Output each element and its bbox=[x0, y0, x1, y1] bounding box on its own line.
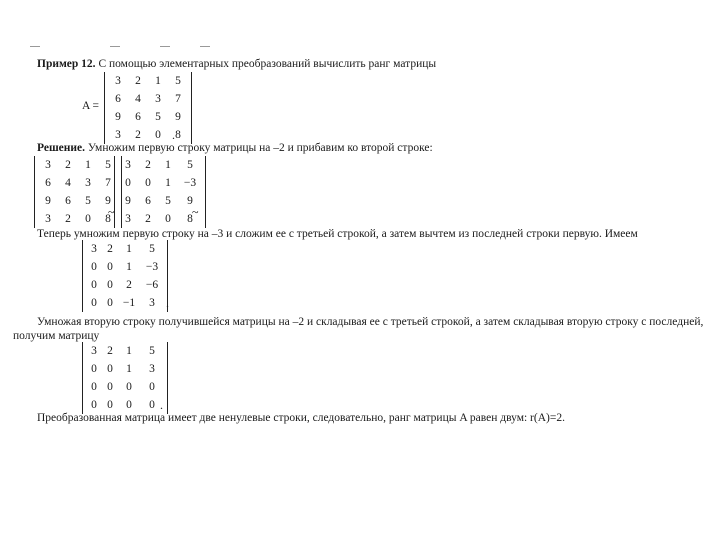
matrix-row bbox=[86, 276, 164, 294]
matrix-cell: 0 bbox=[126, 399, 132, 411]
matrix-row bbox=[38, 156, 118, 174]
matrix-row bbox=[38, 174, 118, 192]
matrix-cell: 3 bbox=[125, 213, 131, 225]
step2-matrix bbox=[82, 240, 168, 312]
matrix-cell: 2 bbox=[135, 129, 141, 141]
matrix-cell: 0 bbox=[107, 363, 113, 375]
matrix-row bbox=[86, 240, 164, 258]
matrix-cell: 0 bbox=[107, 399, 113, 411]
matrix-row bbox=[118, 174, 202, 192]
matrix-cell: 0 bbox=[91, 279, 97, 291]
conclusion-text: Преобразованная матрица имеет две ненулевые строки, следовательно, ранг матрицы A равен двум: r(A)=2. bbox=[37, 412, 565, 424]
matrix-cell: 3 bbox=[125, 159, 131, 171]
matrix-cell: 0 bbox=[107, 381, 113, 393]
matrix-cell: 5 bbox=[149, 243, 155, 255]
matrix-row bbox=[86, 378, 164, 396]
decorative-mark bbox=[200, 46, 210, 47]
matrix-row bbox=[108, 108, 188, 126]
matrix-row bbox=[118, 156, 202, 174]
matrix-cell: 9 bbox=[125, 195, 131, 207]
matrix-cell: 7 bbox=[175, 93, 181, 105]
solution-label: Решение. bbox=[37, 142, 86, 154]
matrix-row bbox=[108, 90, 188, 108]
matrix-cell: 0 bbox=[107, 279, 113, 291]
matrix-cell: 1 bbox=[85, 159, 91, 171]
matrix-cell: 9 bbox=[187, 195, 193, 207]
matrix-cell: 2 bbox=[107, 243, 113, 255]
example-text: С помощью элементарных преобразований вычислить ранг матрицы bbox=[95, 58, 437, 70]
matrix-cell: 1 bbox=[155, 75, 161, 87]
matrix-cell: 0 bbox=[91, 363, 97, 375]
matrix-row bbox=[38, 210, 118, 228]
matrix-cell: 3 bbox=[45, 159, 51, 171]
matrix-cell: 6 bbox=[115, 93, 121, 105]
matrix-cell: 0 bbox=[145, 177, 151, 189]
matrix-cell: 1 bbox=[165, 159, 171, 171]
matrix-cell: 2 bbox=[65, 159, 71, 171]
matrix-cell: 7 bbox=[105, 177, 111, 189]
matrix-cell: 2 bbox=[126, 279, 132, 291]
matrix-cell: 5 bbox=[105, 159, 111, 171]
matrix-cell: 4 bbox=[135, 93, 141, 105]
step3-text-line1: Умножая вторую строку получившейся матрицы на –2 и складывая ее с третьей строкой, а затем складывая вторую строку с последней, bbox=[37, 316, 704, 328]
equivalence-symbol: ~ bbox=[108, 205, 115, 219]
matrix-a-label: A = bbox=[82, 100, 100, 112]
matrix-row bbox=[86, 258, 164, 276]
step3-matrix bbox=[82, 342, 168, 414]
matrix-cell: 4 bbox=[65, 177, 71, 189]
matrix-cell: 0 bbox=[155, 129, 161, 141]
matrix-cell: 0 bbox=[91, 297, 97, 309]
matrix-row bbox=[86, 294, 164, 312]
matrix-cell: 0 bbox=[125, 177, 131, 189]
matrix-cell: 3 bbox=[155, 93, 161, 105]
equivalence-symbol: ~ bbox=[192, 205, 199, 219]
matrix-row bbox=[118, 210, 202, 228]
example-label: Пример 12. bbox=[37, 58, 96, 70]
matrix-cell: 2 bbox=[135, 75, 141, 87]
matrix-cell: 2 bbox=[145, 213, 151, 225]
matrix-cell: 1 bbox=[126, 345, 132, 357]
step2-text: Теперь умножим первую строку на –3 и сложим ее с третьей строкой, а затем вычтем из последней строки первую. Имеем bbox=[37, 228, 638, 240]
matrix-cell: −3 bbox=[145, 261, 159, 273]
matrix-cell: 6 bbox=[45, 177, 51, 189]
matrix-cell: 5 bbox=[187, 159, 193, 171]
period: . bbox=[160, 398, 163, 412]
matrix-cell: 1 bbox=[126, 261, 132, 273]
matrix-cell: 3 bbox=[85, 177, 91, 189]
matrix-cell: 1 bbox=[165, 177, 171, 189]
solution-heading bbox=[37, 142, 433, 154]
decorative-mark bbox=[30, 46, 40, 47]
matrix-cell: 0 bbox=[126, 381, 132, 393]
example-heading bbox=[37, 58, 436, 70]
period: . bbox=[172, 128, 175, 142]
matrix-cell: 3 bbox=[149, 363, 155, 375]
matrix-cell: 2 bbox=[107, 345, 113, 357]
matrix-cell: 0 bbox=[85, 213, 91, 225]
matrix-cell: 0 bbox=[149, 381, 155, 393]
step3-text-line2: получим матрицу bbox=[13, 330, 100, 342]
matrix-cell: 6 bbox=[65, 195, 71, 207]
matrix-cell: 0 bbox=[165, 213, 171, 225]
matrix-cell: 3 bbox=[115, 75, 121, 87]
matrix-cell: 9 bbox=[45, 195, 51, 207]
matrix-cell: 1 bbox=[126, 363, 132, 375]
matrix-cell: 3 bbox=[149, 297, 155, 309]
matrix-cell: 0 bbox=[91, 381, 97, 393]
matrix-cell: 3 bbox=[91, 243, 97, 255]
matrix-cell: 0 bbox=[91, 399, 97, 411]
matrix-cell: 5 bbox=[85, 195, 91, 207]
matrix-cell: 1 bbox=[126, 243, 132, 255]
matrix-row bbox=[86, 360, 164, 378]
matrix-cell: 5 bbox=[149, 345, 155, 357]
matrix-cell: 9 bbox=[105, 195, 111, 207]
matrix-row bbox=[86, 342, 164, 360]
matrix-cell: 6 bbox=[145, 195, 151, 207]
matrix-cell: 3 bbox=[45, 213, 51, 225]
matrix-cell: 0 bbox=[107, 297, 113, 309]
matrix-row bbox=[108, 72, 188, 90]
decorative-mark bbox=[110, 46, 120, 47]
matrix-cell: 8 bbox=[105, 213, 111, 225]
matrix-cell: 6 bbox=[135, 111, 141, 123]
matrix-cell: 3 bbox=[115, 129, 121, 141]
matrix-cell: −6 bbox=[145, 279, 159, 291]
matrix-cell: 3 bbox=[91, 345, 97, 357]
matrix-cell: 8 bbox=[175, 129, 181, 141]
decorative-mark bbox=[160, 46, 170, 47]
matrix-cell: 5 bbox=[155, 111, 161, 123]
matrix-cell: 0 bbox=[149, 399, 155, 411]
matrix-cell: 2 bbox=[65, 213, 71, 225]
matrix-cell: 2 bbox=[145, 159, 151, 171]
matrix-cell: 0 bbox=[107, 261, 113, 273]
matrix-cell: −3 bbox=[183, 177, 197, 189]
matrix-cell: 5 bbox=[165, 195, 171, 207]
matrix-a bbox=[104, 72, 192, 144]
solution-text: Умножим первую строку матрицы на –2 и прибавим ко второй строке: bbox=[85, 142, 433, 154]
matrix-cell: 9 bbox=[175, 111, 181, 123]
matrix-cell: 9 bbox=[115, 111, 121, 123]
period: . bbox=[166, 296, 169, 310]
matrix-row bbox=[118, 192, 202, 210]
matrix-cell: 8 bbox=[187, 213, 193, 225]
matrix-cell: 0 bbox=[91, 261, 97, 273]
matrix-cell: 5 bbox=[175, 75, 181, 87]
matrix-row bbox=[38, 192, 118, 210]
matrix-cell: −1 bbox=[122, 297, 136, 309]
